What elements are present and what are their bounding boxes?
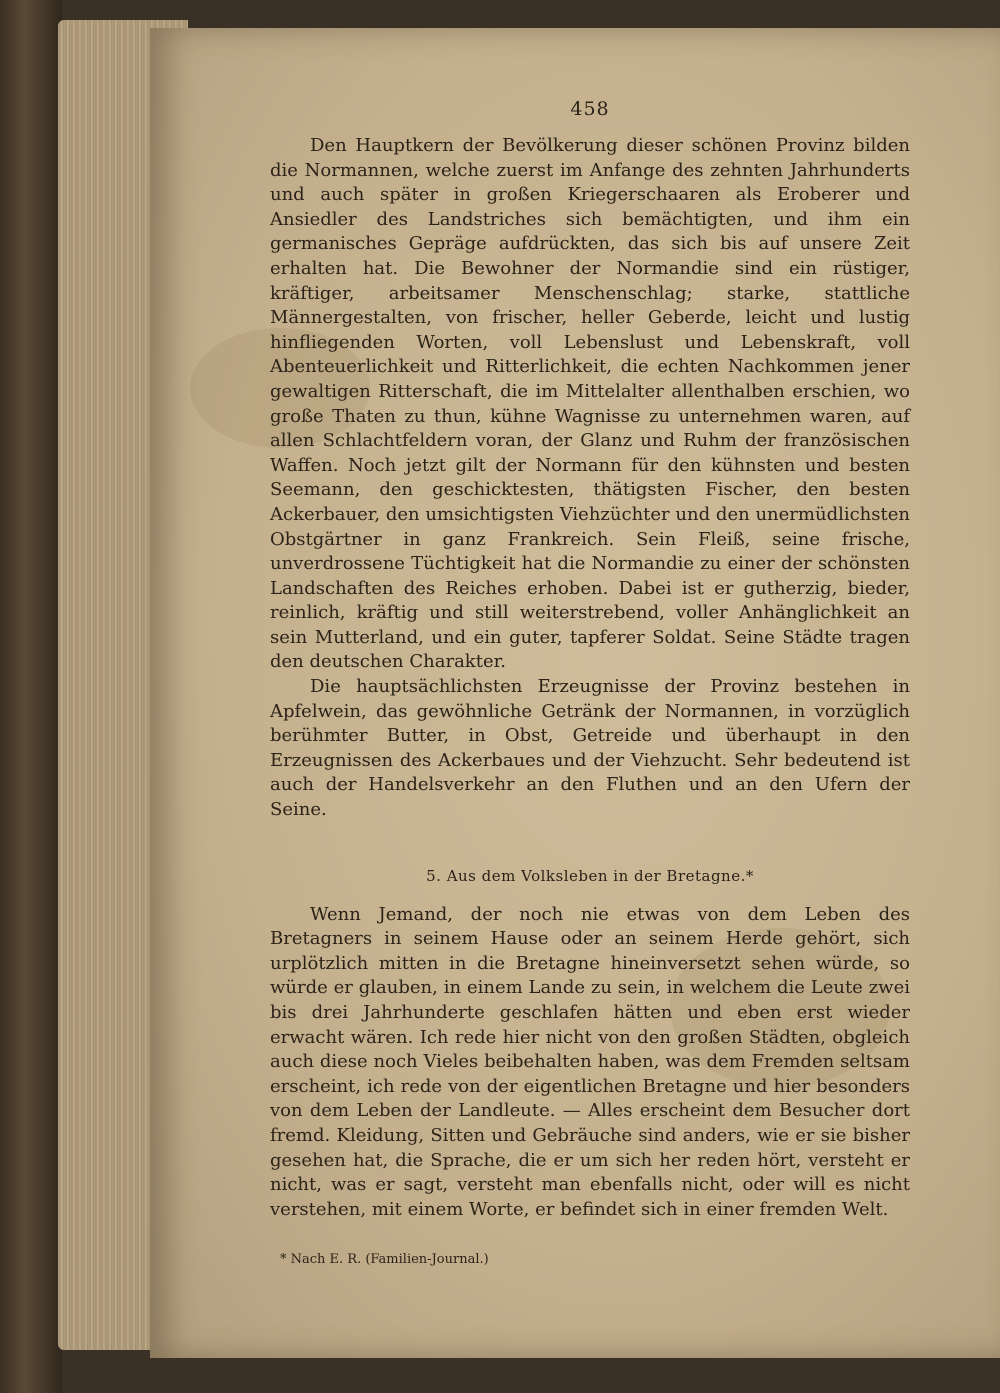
page-content (270, 98, 910, 1267)
paragraph-normandy-products: Die hauptsächlichsten Erzeugnisse der Provinz bestehen in Apfelwein, das gewöhnliche Getränk der Normannen, in vorzüglich berühmter Butter, in Obst, Getreide und überhaupt in den Erzeugnissen des Ackerbaues und der Viehzucht. Sehr bedeutend ist auch der Handelsverkehr an den Fluthen und an den Ufern der Seine. (270, 676, 910, 821)
paragraph-normandy-people: Den Hauptkern der Bevölkerung dieser schönen Provinz bilden die Normannen, welche zuerst im Anfange des zehnten Jahrhunderts und auch später in großen Kriegerschaaren als Eroberer und Ansiedler des Landstriches sich bemächtigten, und ihm ein germanisches Gepräge aufdrückten, das sich bis auf unsere Zeit erhalten hat. Die Bewohner der Normandie sind ein rüstiger, kräftiger, arbeitsamer Menschenschlag; starke, stattliche Männergestalten, von frischer, heller Geberde, leicht und lustig hinfliegenden Worten, voll Lebenslust und Lebenskraft, voll Abenteuerlichkeit und Ritterlichkeit, die echten Nachkommen jener gewaltigen Ritterschaft, die im Mittelalter allenthalben erschien, wo große Thaten zu thun, kühne Wagnisse zu unternehmen waren, auf allen Schlachtfeldern voran, der Glanz und Ruhm der französischen Waffen. Noch jetzt gilt der Normann für den kühnsten und besten Seemann, den geschicktesten, thätigsten Fischer, den besten Ackerbauer, den umsichtigsten Viehzüchter und den unermüdlichsten Obstgärtner in ganz Frankreich. Sein Fleiß, seine frische, unverdrossene Tüchtigkeit hat die Normandie zu einer der schönsten Landschaften des Reiches erhoben. Dabei ist er gutherzig, bieder, reinlich, kräftig und still weiterstrebend, voller Anhänglichkeit an sein Mutterland, und ein guter, tapferer Soldat. Seine Städte tragen den deutschen Charakter. (270, 135, 910, 673)
footnote: * Nach E. R. (Familien-Journal.) (280, 1252, 489, 1268)
book-page (150, 28, 1000, 1358)
section-heading: 5. Aus dem Volksleben in der Bretagne.* (426, 866, 754, 885)
book-cover-edge (0, 0, 62, 1393)
paragraph-bretagne: Wenn Jemand, der noch nie etwas von dem Leben des Bretagners in seinem Hause oder an seinem Herde gehört, sich urplötzlich mitten in die Bretagne hineinversetzt sehen würde, so würde er glauben, in einem Lande zu sein, in welchem die Leute zwei bis drei Jahrhunderte geschlafen hätten und eben erst wieder erwacht wären. Ich rede hier nicht von den großen Städten, obgleich auch diese noch Vieles beibehalten haben, was dem Fremden seltsam erscheint, ich rede von der eigentlichen Bretagne und hier besonders von dem Leben der Landleute. — Alles erscheint dem Besucher dort fremd. Kleidung, Sitten und Gebräuche sind anders, wie er sie bisher gesehen hat, die Sprache, die er um sich her reden hört, versteht er nicht, was er sagt, versteht man ebenfalls nicht, oder will es nicht verstehen, mit einem Worte, er befindet sich in einer fremden Welt. (270, 903, 910, 1220)
page-number: 458 (570, 98, 610, 120)
